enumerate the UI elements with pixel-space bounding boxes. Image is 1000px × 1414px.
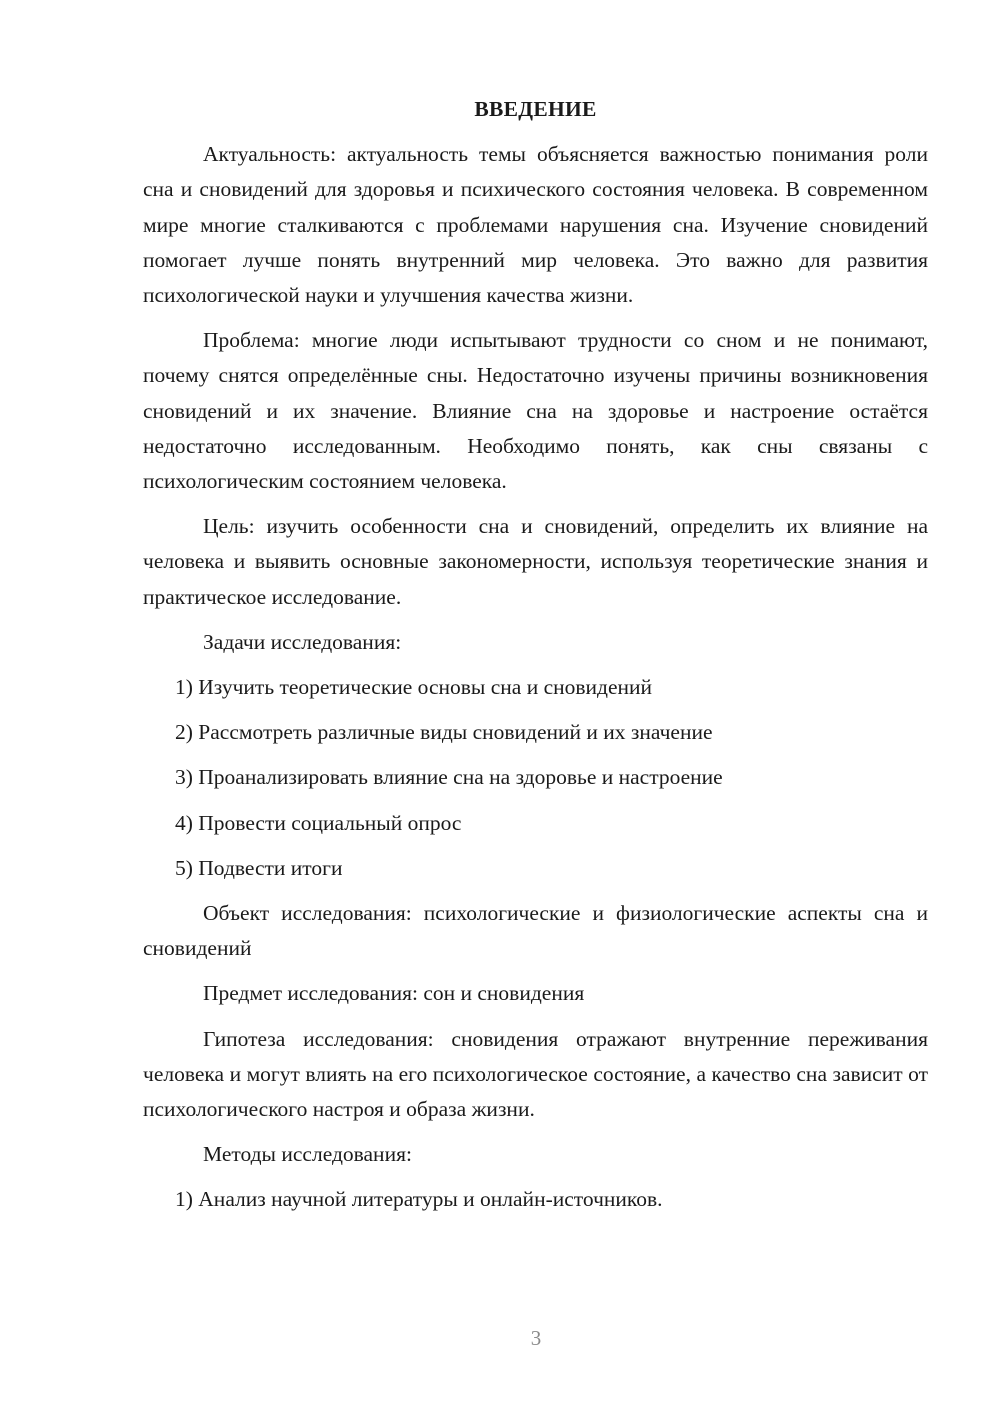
document-page <box>143 92 928 1228</box>
relevance-paragraph: Актуальность: актуальность темы объясняется важностью понимания роли сна и сновидений для здоровья и психического состояния человека. В современном мире многие сталкиваются с проблемами нарушения сна. Изучение сновидений помогает лучше понять внутренний мир человека. Это важно для развития психологической науки и улучшения качества жизни. <box>143 142 928 308</box>
page-number: 3 <box>530 1326 542 1350</box>
problem-paragraph: Проблема: многие люди испытывают трудности со сном и не понимают, почему снятся определённые сны. Недостаточно изучены причины возникновения сновидений и их значение. Влияние сна на здоровье и настроение остаётся недостаточно исследованным. Необходимо понять, как сны связаны с психологическим состоянием человека. <box>143 328 928 494</box>
list-item: 5) Подвести итоги <box>175 855 343 880</box>
tasks-list <box>143 670 928 886</box>
list-item: 1) Анализ научной литературы и онлайн-источников. <box>175 1187 663 1212</box>
section-title: ВВЕДЕНИЕ <box>474 97 597 121</box>
subject-paragraph: Предмет исследования: сон и сновидения <box>203 981 585 1006</box>
tasks-heading: Задачи исследования: <box>203 629 402 654</box>
object-paragraph: Объект исследования: психологические и физиологические аспекты сна и сновидений <box>143 901 928 961</box>
goal-paragraph: Цель: изучить особенности сна и сновидений, определить их влияние на человека и выявить основные закономерности, используя теоретические знания и практическое исследование. <box>143 514 928 609</box>
methods-list <box>143 1182 928 1217</box>
list-item: 2) Рассмотреть различные виды сновидений и их значение <box>175 720 713 745</box>
list-item: 4) Провести социальный опрос <box>175 810 462 835</box>
methods-heading: Методы исследования: <box>203 1142 412 1167</box>
hypothesis-paragraph: Гипотеза исследования: сновидения отражают внутренние переживания человека и могут влиять на его психологическое состояние, а качество сна зависит от психологического настроя и образа жизни. <box>143 1026 928 1122</box>
list-item: 1) Изучить теоретические основы сна и сновидений <box>175 675 653 700</box>
list-item: 3) Проанализировать влияние сна на здоровье и настроение <box>175 765 723 790</box>
